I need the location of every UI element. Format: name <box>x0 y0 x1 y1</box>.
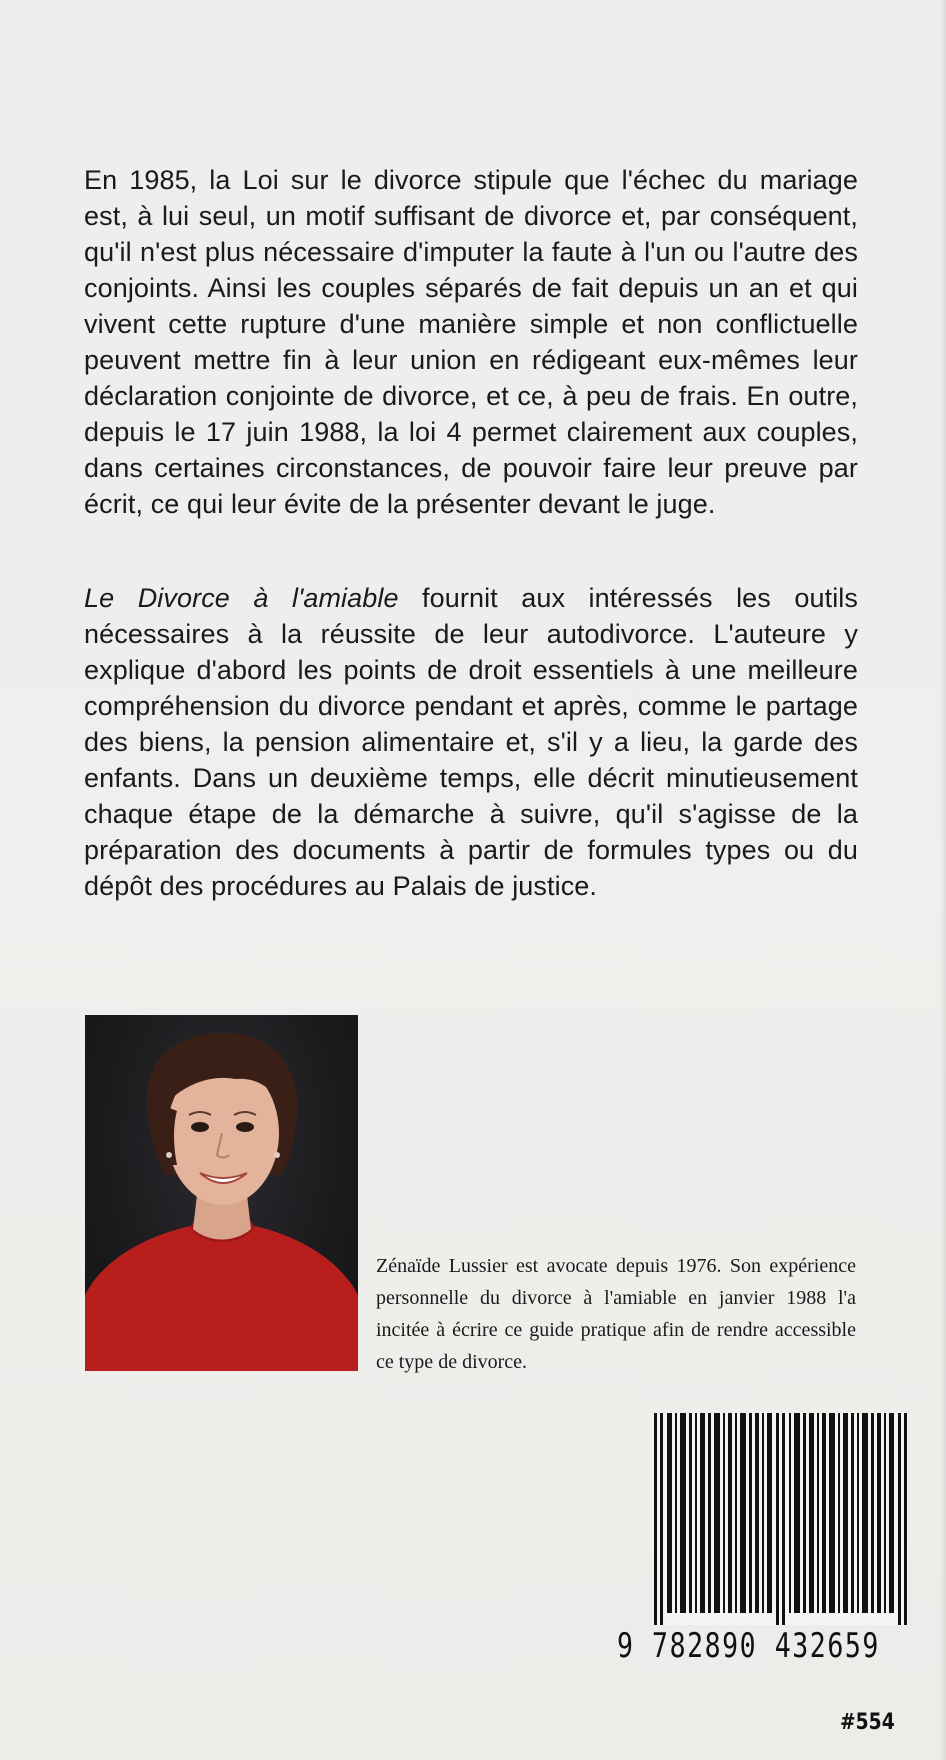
blurb-paragraph-2 <box>84 580 858 904</box>
blurb-paragraph-1 <box>84 162 858 522</box>
paragraph-2-body: fournit aux intéressés les outils nécessaires à la réussite de leur autodivorce. L'auteure y explique d'abord les points de droit essentiels à une meilleure compréhension du divorce pendant et après, comme le partage des biens, la pension alimentaire et, s'il y a lieu, la garde des enfants. Dans un deuxième temps, elle décrit minutieusement chaque étape de la démarche à suivre, qu'il s'agisse de la préparation des documents à partir de formules types ou du dépôt des procédures au Palais de justice. <box>84 583 858 901</box>
isbn-number: 9 782890 432659 <box>617 1626 880 1666</box>
paragraph-1-text: En 1985, la Loi sur le divorce stipule que l'échec du mariage est, à lui seul, un motif suffisant de divorce et, par conséquent, qu'il n'est plus nécessaire d'imputer la faute à l'un ou l'autre des conjoints. Ainsi les couples séparés de fait depuis un an et qui vivent cette rupture d'une manière simple et non conflictuelle peuvent mettre fin à leur union en rédigeant eux-mêmes leur déclaration conjointe de divorce, et ce, à peu de frais. En outre, depuis le 17 juin 1988, la loi 4 permet clairement aux couples, dans certaines circonstances, de pouvoir faire leur preuve par écrit, ce qui leur évite de la présenter devant le juge. <box>84 165 858 519</box>
stock-number-label: #554 <box>840 1710 895 1735</box>
paragraph-2-text <box>84 580 858 904</box>
isbn-barcode <box>652 1413 908 1625</box>
author-bio: Zénaïde Lussier est avocate depuis 1976. Son expérience personnelle du divorce à l'amiable en janvier 1988 l'a incitée à écrire ce guide pratique afin de rendre accessible ce type de divorce. <box>376 1255 856 1373</box>
author-photo <box>85 1015 358 1371</box>
cover-edge <box>940 0 946 1760</box>
author-portrait-illustration <box>85 1015 358 1371</box>
book-title-italic: Le Divorce à l'amiable <box>84 583 399 613</box>
